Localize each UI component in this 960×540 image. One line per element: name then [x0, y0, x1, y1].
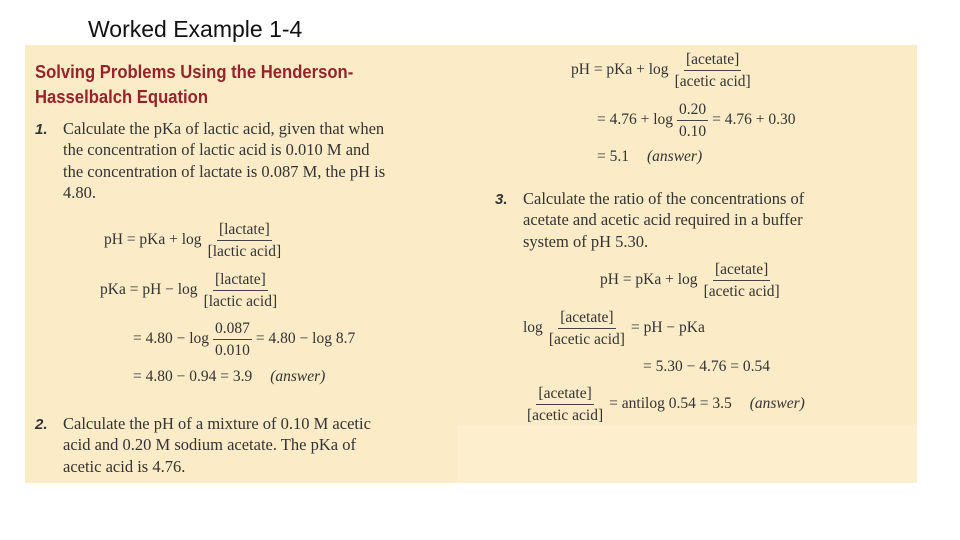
- answer-label: (answer): [749, 395, 805, 412]
- eq-text: = 4.80 − 0.94 = 3.9: [133, 368, 253, 385]
- text-line: acetic acid is 4.76.: [63, 456, 186, 476]
- fraction: [206, 220, 284, 261]
- text-line: acid and 0.20 M sodium acetate. The pKa of: [63, 435, 356, 455]
- problem3-text: [523, 188, 804, 252]
- equation: [600, 258, 786, 302]
- eq-lhs: = 4.76 + log: [597, 111, 674, 128]
- eq-lhs: pH = pKa + log: [104, 231, 202, 248]
- denominator: [acetic acid]: [548, 330, 625, 348]
- text-line: Calculate the ratio of the concentrations of: [523, 189, 805, 208]
- answer-label: (answer): [270, 368, 326, 385]
- denominator: [acetic acid]: [674, 72, 751, 90]
- text-line: acetate and acetic acid required in a buffer: [523, 210, 803, 230]
- denominator: [acetic acid]: [703, 282, 780, 300]
- numerator: [acetate]: [558, 308, 615, 329]
- heading-line: Solving Problems Using the Henderson-: [35, 61, 354, 82]
- equation: [571, 48, 757, 92]
- eq-rhs: = 4.76 + 0.30: [712, 111, 796, 128]
- problem-number: 2.: [35, 416, 48, 433]
- problem-number: 1.: [35, 121, 48, 138]
- eq-text: = 5.30 − 4.76 = 0.54: [643, 358, 770, 375]
- worked-example-panel: [25, 45, 917, 483]
- text-line: Calculate the pH of a mixture of 0.10 M acetic: [63, 414, 371, 433]
- eq-rhs: = 4.80 − log 8.7: [255, 330, 356, 347]
- heading-line: Hasselbalch Equation: [35, 86, 209, 107]
- fraction: [213, 319, 252, 360]
- eq-text: = 5.1: [597, 148, 629, 165]
- denominator: [lactic acid]: [207, 242, 282, 260]
- eq-lhs: = 4.80 − log: [133, 330, 210, 347]
- answer-label: (answer): [647, 148, 703, 165]
- eq-rhs: = pH − pKa: [630, 319, 705, 336]
- problem1-text: [63, 118, 385, 203]
- fraction: [547, 308, 627, 349]
- eq-lhs: pKa = pH − log: [100, 281, 198, 298]
- equation: [521, 382, 805, 426]
- numerator: [acetate]: [684, 50, 741, 71]
- denominator: [lactic acid]: [203, 292, 278, 310]
- denominator: 0.010: [215, 341, 250, 359]
- numerator: [lactate]: [213, 270, 268, 291]
- numerator: [acetate]: [536, 384, 593, 405]
- eq-lhs: pH = pKa + log: [571, 61, 669, 78]
- fraction: [673, 50, 753, 91]
- text-line: 4.80.: [63, 182, 96, 202]
- numerator: 0.087: [213, 319, 252, 340]
- eq-rhs: = antilog 0.54 = 3.5: [609, 395, 732, 412]
- equation: [100, 268, 283, 312]
- fraction: [702, 260, 782, 301]
- section-heading: [35, 59, 353, 109]
- denominator: 0.10: [679, 122, 707, 140]
- denominator: [acetic acid]: [527, 406, 604, 424]
- fraction: [525, 384, 605, 425]
- text-line: system of pH 5.30.: [523, 231, 649, 251]
- problem2-text: [63, 413, 371, 477]
- numerator: 0.20: [677, 100, 708, 121]
- problem-number: 3.: [495, 191, 508, 208]
- slide-title: Worked Example 1-4: [88, 16, 303, 42]
- numerator: [acetate]: [713, 260, 770, 281]
- text-line: Calculate the pKa of lactic acid, given that when: [63, 119, 385, 138]
- panel-patch: [457, 425, 917, 483]
- text-line: the concentration of lactate is 0.087 M, the pH is: [63, 161, 386, 181]
- equation: [133, 355, 325, 399]
- equation: [104, 218, 287, 262]
- fraction: [202, 270, 280, 311]
- eq-lhs: log: [523, 319, 543, 336]
- eq-lhs: pH = pKa + log: [600, 271, 698, 288]
- equation: [597, 135, 702, 179]
- equation: [523, 306, 705, 350]
- text-line: the concentration of lactic acid is 0.010 M and: [63, 140, 370, 160]
- numerator: [lactate]: [217, 220, 272, 241]
